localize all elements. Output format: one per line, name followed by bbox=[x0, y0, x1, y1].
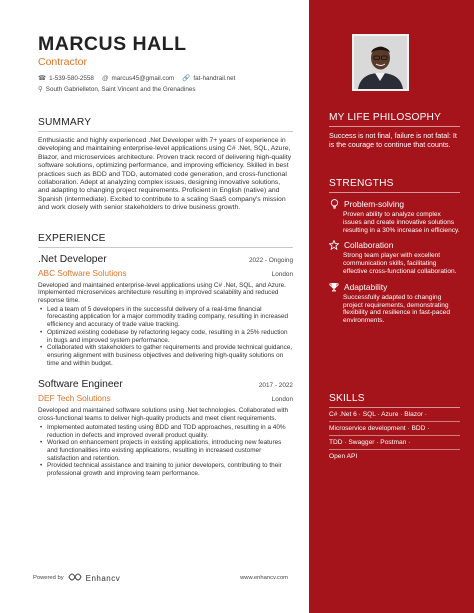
job-bullet: • Provided technical assistance and training to junior developers, contributing to their professional growth and improving team performance. bbox=[38, 462, 293, 477]
profile-photo bbox=[352, 34, 409, 91]
philosophy-section bbox=[329, 112, 460, 149]
job-city: London bbox=[271, 270, 293, 278]
philosophy-heading: MY LIFE PHILOSOPHY bbox=[329, 112, 460, 127]
job-description: Developed and maintained software solutions using .Net technologies. Collaborated with cross-functional teams to deliver high-quality products and meet client requirements. bbox=[38, 407, 289, 423]
job-title: Software Engineer bbox=[38, 379, 123, 391]
site-link[interactable]: www.enhancv.com bbox=[240, 575, 288, 581]
job-bullet: • Worked on enhancement projects in existing applications, introducing new features and functionalities into existing applications, resulting in increased customer satisfaction and retention. bbox=[38, 439, 293, 462]
job-dates: 2022 - Ongoing bbox=[248, 256, 293, 264]
job-entry bbox=[38, 379, 293, 477]
job-dates: 2017 - 2022 bbox=[258, 382, 293, 390]
job-entry bbox=[38, 254, 293, 368]
philosophy-text: Success is not final, failure is not fatal: It is the courage to continue that counts. bbox=[329, 131, 457, 149]
sidebar bbox=[309, 0, 474, 613]
location-pin-icon: ⚲ bbox=[38, 86, 43, 93]
job-bullet: • Collaborated with stakeholders to gather requirements and provide technical guidance, ensuring alignment with business objectives and delivering high-quality solutions on time and within budget. bbox=[38, 344, 293, 367]
job-bullets bbox=[38, 306, 293, 368]
candidate-role: Contractor bbox=[38, 56, 88, 68]
strength-item bbox=[329, 199, 460, 234]
strength-item bbox=[329, 282, 460, 325]
strength-item bbox=[329, 240, 460, 275]
strengths-heading: STRENGTHS bbox=[329, 178, 460, 193]
job-city: London bbox=[271, 396, 293, 404]
job-bullet: • Led a team of 5 developers in the successful delivery of a real-time financial forecasting application for a major commodity trading company, resulting in increased efficiency and accuracy of trade value tracking. bbox=[38, 306, 293, 329]
strength-title: Problem-solving bbox=[344, 199, 405, 209]
skill-line: C# .Net 6 · SQL · Azure · Blazor · bbox=[329, 408, 460, 422]
location-text: South Gabrielleton, Saint Vincent and the Grenadines bbox=[45, 85, 196, 93]
link-text: fat-handrail.net bbox=[193, 74, 236, 82]
strength-desc: Proven ability to analyze complex issues and create innovative solutions resulting in a 30% increase in efficiency. bbox=[343, 211, 460, 234]
enhancv-logo-icon bbox=[68, 573, 82, 583]
strength-title: Adaptability bbox=[344, 281, 388, 292]
phone-item[interactable] bbox=[38, 74, 94, 82]
link-item[interactable] bbox=[182, 74, 235, 82]
phone-text: 1-539-580-2558 bbox=[49, 74, 94, 82]
job-bullets bbox=[38, 424, 293, 478]
skills-heading: SKILLS bbox=[329, 393, 460, 408]
link-icon: 🔗 bbox=[182, 75, 191, 82]
strength-desc: Strong team player with excellent communication skills, facilitating effective cross-functional collaboration. bbox=[343, 252, 457, 275]
at-icon: @ bbox=[101, 74, 109, 82]
job-bullet: • Optimized existing codebase by refactoring legacy code, resulting in a 25% reduction in bugs and improved system performance. bbox=[38, 329, 293, 344]
summary-heading: SUMMARY bbox=[38, 117, 293, 132]
email-item[interactable] bbox=[102, 75, 174, 82]
skills-section bbox=[329, 393, 460, 463]
candidate-name: MARCUS HALL bbox=[38, 33, 187, 55]
company-name: DEF Tech Solutions bbox=[38, 393, 111, 404]
brand-block bbox=[33, 573, 120, 583]
trophy-icon bbox=[329, 282, 339, 292]
job-title: .Net Developer bbox=[38, 253, 107, 265]
powered-by-text: Powered by bbox=[33, 575, 64, 581]
phone-icon: ☎ bbox=[38, 75, 47, 82]
experience-heading: EXPERIENCE bbox=[38, 233, 293, 248]
contact-row bbox=[38, 74, 293, 82]
lightbulb-icon bbox=[329, 199, 339, 209]
skill-line: TDD · Swagger · Postman · bbox=[329, 436, 460, 450]
location-row bbox=[38, 85, 293, 93]
strength-title: Collaboration bbox=[344, 240, 394, 251]
star-icon bbox=[329, 240, 339, 250]
skill-line: Open API bbox=[329, 453, 358, 460]
company-name: ABC Software Solutions bbox=[38, 267, 127, 278]
strengths-section bbox=[329, 178, 460, 325]
job-bullet: • Implemented automated testing using BDD and TDD approaches, resulting in a 40% reduction in defects and improved overall product quality. bbox=[38, 424, 293, 439]
email-text: marcus45@gmail.com bbox=[111, 74, 175, 82]
summary-text: Enthusiastic and highly experienced .Net Developer with 7+ years of experience in developing and maintaining enterprise-level applications using C# .Net, SQL, Azure, Blazor, and microservices architecture. Proven track record of delivering high-quality software solutions, optimizing performance, and improving efficiency. Skilled in best practices such as BDD and TDD, automated code generation, and cross-functional collaboration. Adept at analyzing complex issues, designing innovative solutions, and adapting to changing project requirements. Proficient in English (native) and Spanish (intermediate). Excited to contribute to a scaling SaaS company's mission and work closely with senior stakeholders to drive business growth. bbox=[38, 137, 292, 212]
strength-desc: Successfully adapted to changing project requirements, demonstrating flexibility and resilience in fast-paced environments. bbox=[343, 293, 451, 325]
brand-name: Enhancv bbox=[85, 573, 121, 583]
job-description: Developed and maintained enterprise-level applications using C# .Net, SQL, and Azure. Implemented microservices architecture resulting in improved scalability and reduced response time. bbox=[38, 281, 286, 305]
skill-line: Microservice development · BDD · bbox=[329, 422, 460, 436]
footer bbox=[33, 573, 288, 583]
